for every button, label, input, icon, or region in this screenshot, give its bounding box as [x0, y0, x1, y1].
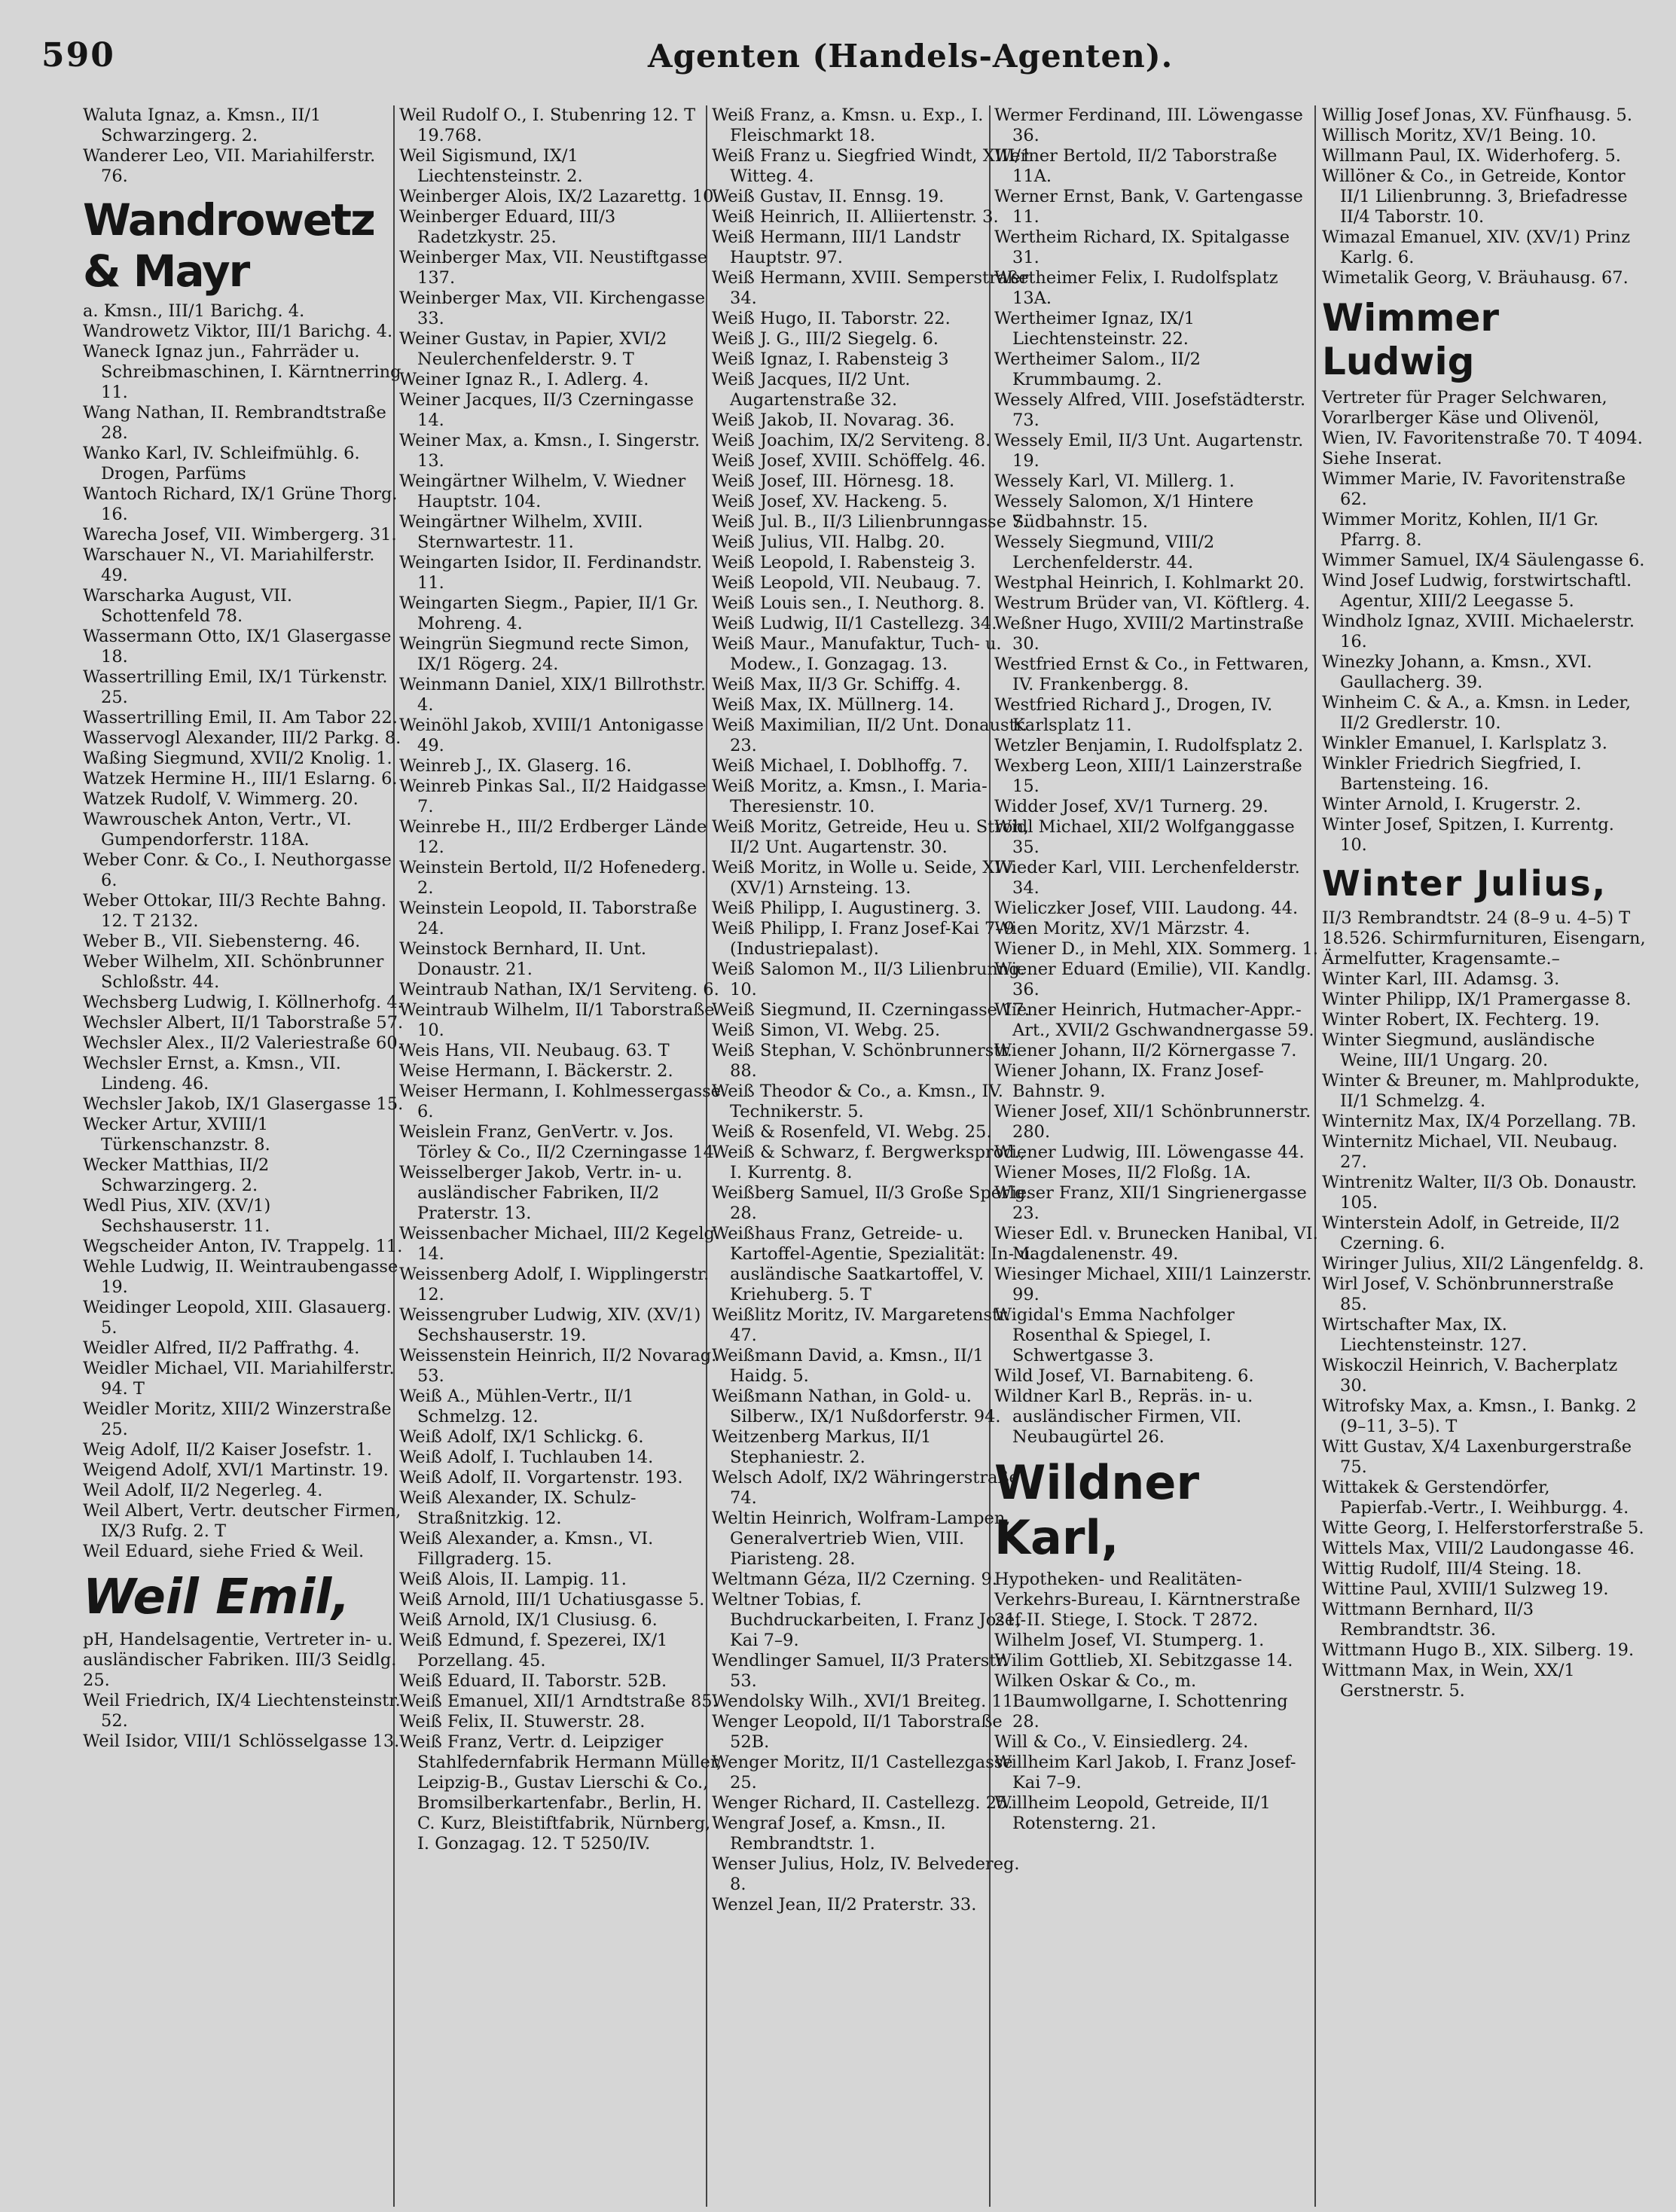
directory-entry: Weber Wilhelm, XII. Schönbrunner Schloßstr. 44.: [83, 952, 384, 992]
directory-entry: Wiesinger Michael, XIII/1 Lainzerstr. 99.: [994, 1265, 1312, 1304]
directory-entry: Weil Friedrich, IX/4 Liechtensteinstr. 52.: [83, 1691, 401, 1731]
directory-entry: Wimmer Moritz, Kohlen, II/1 Gr. Pfarrg. 8.: [1322, 510, 1599, 550]
directory-entry: Wessely Alfred, VIII. Josefstädterstr. 73.: [994, 390, 1306, 430]
directory-entry: Willisch Moritz, XV/1 Being. 10.: [1322, 126, 1597, 145]
directory-entry: Weiß J. G., III/2 Siegelg. 6.: [712, 329, 939, 349]
directory-entry: Wimmer Marie, IV. Favoritenstraße 62.: [1322, 469, 1626, 509]
directory-entry: Weiß & Schwarz, f. Bergwerksprod., I. Kurrentg. 8.: [712, 1143, 1026, 1182]
directory-entry: Weber Ottokar, III/3 Rechte Bahng. 12. T 2132.: [83, 891, 387, 931]
directory-entry: Weiß Jacques, II/2 Unt. Augartenstraße 32.: [712, 370, 911, 410]
directory-entry: Wittig Rudolf, III/4 Steing. 18.: [1322, 1559, 1582, 1579]
directory-entry: Wenzel Jean, II/2 Praterstr. 33.: [712, 1895, 977, 1915]
directory-entry: Wirl Josef, V. Schönbrunnerstraße 85.: [1322, 1274, 1614, 1314]
directory-entry: Weiß Heinrich, II. Alliiertenstr. 3.: [712, 207, 999, 227]
directory-entry: Weingarten Isidor, II. Ferdinandstr. 11.: [399, 553, 702, 593]
directory-entry: Wetzler Benjamin, I. Rudolfsplatz 2.: [994, 736, 1304, 755]
directory-entry: Weiner Gustav, in Papier, XVI/2 Neulerchenfelderstr. 9. T: [399, 329, 667, 369]
directory-entry: Weißhaus Franz, Getreide- u. Kartoffel-Agentie, Spezialität: In- u. ausländische Saatkartoffel, V. Kriehuberg. 5. T: [712, 1224, 1036, 1304]
directory-entry: Widl Michael, XII/2 Wolfganggasse 35.: [994, 817, 1295, 857]
directory-entry: Winkler Emanuel, I. Karlsplatz 3.: [1322, 734, 1607, 753]
directory-entry: Weissenberg Adolf, I. Wipplingerstr. 12.: [399, 1265, 710, 1304]
advertisement-text: II/3 Rembrandtstr. 24 (8–9 u. 4–5) T 18.526. Schirmfurnituren, Eisengarn, Ärmelfutter, Kragensamte.–: [1322, 908, 1646, 969]
directory-entry: Wedl Pius, XIV. (XV/1) Sechshauserstr. 11.: [83, 1196, 271, 1236]
directory-entry: Wiener Eduard (Emilie), VII. Kandlg. 36.: [994, 960, 1311, 999]
directory-entry: Weigend Adolf, XVI/1 Martinstr. 19.: [83, 1460, 389, 1480]
directory-entry: Wechsler Jakob, IX/1 Glasergasse 15.: [83, 1094, 404, 1114]
directory-entry: Wirtschafter Max, IX. Liechtensteinstr. 127.: [1322, 1315, 1528, 1355]
directory-entry: Weintraub Wilhelm, II/1 Taborstraße 10.: [399, 1000, 715, 1040]
directory-entry: Weißlitz Moritz, IV. Margaretenstr. 47.: [712, 1305, 1011, 1345]
directory-entry: Weiß Josef, III. Hörnesg. 18.: [712, 471, 954, 491]
directory-entry: Willheim Leopold, Getreide, II/1 Rotensterng. 21.: [994, 1793, 1271, 1833]
entry-list: [83, 105, 407, 187]
directory-entry: Weil Isidor, VIII/1 Schlösselgasse 13.: [83, 1731, 400, 1751]
directory-entry: Weißberg Samuel, II/3 Große Sperlg. 28.: [712, 1183, 1031, 1223]
directory-entry: Weiß Adolf, IX/1 Schlickg. 6.: [399, 1427, 644, 1447]
column-3: [712, 105, 1036, 1915]
directory-entry: Weiß Moritz, a. Kmsn., I. Maria-Theresienstr. 10.: [712, 776, 988, 816]
directory-entry: Weiß Felix, II. Stuwerstr. 28.: [399, 1712, 646, 1731]
directory-entry: Willmann Paul, IX. Widerhoferg. 5.: [1322, 146, 1621, 166]
directory-entry: Witrofsky Max, a. Kmsn., I. Bankg. 2 (9–11, 3–5). T: [1322, 1396, 1637, 1436]
directory-entry: Weiß Moritz, in Wolle u. Seide, XIV. (XV/1) Arnsteing. 13.: [712, 858, 1016, 898]
directory-entry: Weiner Jacques, II/3 Czerningasse 14.: [399, 390, 694, 430]
directory-entry: Winternitz Max, IX/4 Porzellang. 7B.: [1322, 1112, 1637, 1131]
advertisement-heading: Wildner Karl,: [994, 1455, 1200, 1565]
directory-entry: Winkler Friedrich Siegfried, I. Bartensteing. 16.: [1322, 754, 1582, 794]
directory-entry: Wenser Julius, Holz, IV. Belvedereg. 8.: [712, 1854, 1020, 1894]
directory-entry: Watzek Rudolf, V. Wimmerg. 20.: [83, 789, 359, 809]
page-number: 590: [41, 36, 115, 75]
directory-entry: Wendolsky Wilh., XVI/1 Breiteg. 11.: [712, 1692, 1019, 1711]
directory-entry: Wiener Josef, XII/1 Schönbrunnerstr. 280.: [994, 1102, 1311, 1142]
directory-entry: Weiß Arnold, IX/1 Clusiusg. 6.: [399, 1610, 658, 1630]
directory-entry: Werner Ernst, Bank, V. Gartengasse 11.: [994, 187, 1303, 227]
directory-entry: Weiß Moritz, Getreide, Heu u. Stroh, II/2 Unt. Augartenstr. 30.: [712, 817, 1030, 857]
directory-entry: Weiß Alexander, IX. Schulz-Straßnitzkig. 12.: [399, 1488, 637, 1528]
directory-entry: Weiß Hermann, III/1 Landstr Hauptstr. 97.: [712, 227, 961, 267]
directory-entry: Weil Albert, Vertr. deutscher Firmen, IX/3 Rufg. 2. T: [83, 1501, 401, 1541]
directory-entry: Weinberger Eduard, III/3 Radetzkystr. 25.: [399, 207, 616, 247]
directory-entry: Weiß & Rosenfeld, VI. Webg. 25.: [712, 1122, 992, 1142]
directory-entry: Weiß Philipp, I. Augustinerg. 3.: [712, 899, 981, 918]
directory-entry: Witt Gustav, X/4 Laxenburgerstraße 75.: [1322, 1437, 1632, 1477]
directory-entry: Weiß Theodor & Co., a. Kmsn., IV. Technikerstr. 5.: [712, 1082, 1003, 1121]
directory-entry: Wechsler Alex., II/2 Valeriestraße 60.: [83, 1033, 403, 1053]
directory-entry: Weinreb J., IX. Glaserg. 16.: [399, 756, 632, 776]
directory-entry: Weinberger Max, VII. Kirchengasse 33.: [399, 288, 706, 328]
directory-entry: Westrum Brüder van, VI. Köftlerg. 4.: [994, 593, 1311, 613]
entry-list: [1322, 969, 1646, 1701]
directory-entry: Warschauer N., VI. Mariahilferstr. 49.: [83, 545, 375, 585]
directory-entry: Wandrowetz Viktor, III/1 Barichg. 4.: [83, 322, 393, 341]
directory-entry: Weißmann David, a. Kmsn., II/1 Haidg. 5.: [712, 1346, 984, 1386]
directory-entry: Widder Josef, XV/1 Turnerg. 29.: [994, 797, 1268, 816]
directory-entry: Wanderer Leo, VII. Mariahilferstr. 76.: [83, 146, 376, 186]
directory-entry: Weinberger Alois, IX/2 Lazarettg. 10.: [399, 187, 719, 206]
entry-list: [712, 105, 1036, 1915]
entry-list: [83, 322, 407, 1562]
directory-entry: Wild Josef, VI. Barnabiteng. 6.: [994, 1366, 1254, 1386]
advertisement-heading: Weil Emil,: [83, 1570, 350, 1625]
directory-entry: Westfried Ernst & Co., in Fettwaren, IV. Frankenbergg. 8.: [994, 654, 1309, 694]
directory-entry: Windholz Ignaz, XVIII. Michaelerstr. 16.: [1322, 612, 1635, 651]
directory-entry: Wendlinger Samuel, II/3 Praterstr. 53.: [712, 1651, 1008, 1691]
directory-entry: Weil Sigismund, IX/1 Liechtensteinstr. 2.: [399, 146, 583, 186]
directory-entry: Weis Hans, VII. Neubaug. 63. T: [399, 1041, 670, 1060]
directory-entry: Wimetalik Georg, V. Bräuhausg. 67.: [1322, 268, 1629, 288]
directory-entry: Westfried Richard J., Drogen, IV. Karlsplatz 11.: [994, 695, 1273, 735]
directory-entry: Wittine Paul, XVIII/1 Sulzweg 19.: [1322, 1579, 1609, 1599]
directory-entry: Weiß Maximilian, II/2 Unt. Donaustr. 23.: [712, 715, 1028, 755]
entry-list: [994, 105, 1318, 1448]
directory-entry: Wenger Richard, II. Castellezg. 25.: [712, 1793, 1013, 1813]
directory-entry: Wechsler Albert, II/1 Taborstraße 57.: [83, 1013, 404, 1033]
directory-entry: Wiener Ludwig, III. Löwengasse 44.: [994, 1143, 1305, 1162]
directory-entry: Wimmer Samuel, IX/4 Säulengasse 6.: [1322, 551, 1645, 570]
directory-entry: Wassertrilling Emil, II. Am Tabor 22.: [83, 708, 398, 728]
directory-entry: Weidler Michael, VII. Mariahilferstr. 94. T: [83, 1359, 395, 1399]
directory-entry: Wegscheider Anton, IV. Trappelg. 11.: [83, 1237, 403, 1256]
directory-entry: Weiß Emanuel, XII/1 Arndtstraße 85.: [399, 1692, 718, 1711]
directory-entry: Weltmann Géza, II/2 Czerning. 9.: [712, 1570, 997, 1589]
directory-entry: Wenger Leopold, II/1 Taborstraße 52B.: [712, 1712, 1003, 1752]
directory-entry: Willöner & Co., in Getreide, Kontor II/1 Lilienbrunng. 3, Briefadresse II/4 Taborstr. 10.: [1322, 166, 1628, 227]
directory-entry: Wiener Heinrich, Hutmacher-Appr.-Art., XVII/2 Gschwandnergasse 59.: [994, 1000, 1314, 1040]
directory-entry: Weissengruber Ludwig, XIV. (XV/1) Sechshauserstr. 19.: [399, 1305, 701, 1345]
directory-entry: Weinberger Max, VII. Neustiftgasse 137.: [399, 248, 708, 288]
directory-entry: Wessely Karl, VI. Millerg. 1.: [994, 471, 1235, 491]
entry-list: [1322, 469, 1646, 856]
directory-entry: Weiß Eduard, II. Taborstr. 52B.: [399, 1671, 667, 1691]
directory-entry: Weissenstein Heinrich, II/2 Novarag. 53.: [399, 1346, 717, 1386]
directory-entry: Weingärtner Wilhelm, V. Wiedner Hauptstr. 104.: [399, 471, 686, 511]
directory-entry: Weiß Julius, VII. Halbg. 20.: [712, 532, 945, 552]
directory-entry: Weinstein Bertold, II/2 Hofenederg. 2.: [399, 858, 707, 898]
directory-entry: Weiner Ignaz R., I. Adlerg. 4.: [399, 370, 649, 389]
directory-entry: Weiß Alois, II. Lampig. 11.: [399, 1570, 627, 1589]
directory-entry: Waneck Ignaz jun., Fahrräder u. Schreibmaschinen, I. Kärntnerring 11.: [83, 342, 401, 402]
directory-entry: Weingarten Siegm., Papier, II/1 Gr. Mohreng. 4.: [399, 593, 699, 633]
directory-entry: Wehle Ludwig, II. Weintraubengasse 19.: [83, 1257, 398, 1297]
directory-entry: Wawrouschek Anton, Vertr., VI. Gumpendorferstr. 118A.: [83, 810, 352, 850]
directory-entry: Wiskoczil Heinrich, V. Bacherplatz 30.: [1322, 1356, 1618, 1396]
directory-entry: Weiß Alexander, a. Kmsn., VI. Fillgraderg. 15.: [399, 1529, 654, 1569]
directory-entry: Weiß Philipp, I. Franz Josef-Kai 7–9 (Industriepalast).: [712, 919, 1015, 959]
directory-entry: Winezky Johann, a. Kmsn., XVI. Gaullacherg. 39.: [1322, 652, 1592, 692]
page-header: [0, 21, 1676, 104]
directory-entry: Wigidal's Emma Nachfolger Rosenthal & Spiegel, I. Schwertgasse 3.: [994, 1305, 1235, 1365]
column-1: [83, 105, 407, 1752]
directory-entry: Warscharka August, VII. Schottenfeld 78.: [83, 586, 293, 626]
directory-entry: Weisselberger Jakob, Vertr. in- u. ausländischer Fabriken, II/2 Praterstr. 13.: [399, 1163, 682, 1223]
page-title: Agenten (Handels-Agenten).: [648, 38, 1174, 75]
advertisement-heading: Wandrowetz & Mayr: [83, 194, 374, 297]
directory-entry: Weil Rudolf O., I. Stubenring 12. T 19.768.: [399, 105, 696, 145]
directory-entry: Weltin Heinrich, Wolfram-Lampen, Generalvertrieb Wien, VIII. Piaristeng. 28.: [712, 1509, 1011, 1569]
entry-list: [399, 105, 723, 1854]
directory-entry: Weinmann Daniel, XIX/1 Billrothstr. 4.: [399, 675, 707, 715]
directory-entry: Willheim Karl Jakob, I. Franz Josef-Kai 7–9.: [994, 1753, 1296, 1792]
directory-entry: Weitzenberg Markus, II/1 Stephaniestr. 2.: [712, 1427, 932, 1467]
directory-entry: Wermer Ferdinand, III. Löwengasse 36.: [994, 105, 1303, 145]
directory-entry: Wittakek & Gerstendörfer, Papierfab.-Vertr., I. Weihburgg. 4.: [1322, 1478, 1629, 1518]
directory-entry: Wilken Oskar & Co., m. Baumwollgarne, I. Schottenring 28.: [994, 1671, 1288, 1731]
directory-entry: Wildner Karl B., Repräs. in- u. ausländischer Firmen, VII. Neubaugürtel 26.: [994, 1387, 1253, 1447]
directory-entry: Winter Arnold, I. Krugerstr. 2.: [1322, 795, 1581, 814]
directory-entry: Wenger Moritz, II/1 Castellezgasse 25.: [712, 1753, 1013, 1792]
directory-entry: Weiß Stephan, V. Schönbrunnerstr. 88.: [712, 1041, 1012, 1081]
directory-entry: Weiß Adolf, I. Tuchlauben 14.: [399, 1448, 654, 1467]
directory-entry: Weinstein Leopold, II. Taborstraße 24.: [399, 899, 698, 938]
directory-entry: Warecha Josef, VII. Wimbergerg. 31.: [83, 525, 397, 545]
entry-list: [1322, 105, 1646, 288]
directory-entry: Weintraub Nathan, IX/1 Serviteng. 6.: [399, 980, 719, 999]
directory-entry: Wexberg Leon, XIII/1 Lainzerstraße 15.: [994, 756, 1302, 796]
directory-entry: Winter Josef, Spitzen, I. Kurrentg. 10.: [1322, 815, 1614, 855]
directory-entry: Winterstein Adolf, in Getreide, II/2 Czerning. 6.: [1322, 1213, 1620, 1253]
directory-entry: Wertheim Richard, IX. Spitalgasse 31.: [994, 227, 1290, 267]
directory-entry: Weiß Louis sen., I. Neuthorg. 8.: [712, 593, 985, 613]
directory-entry: Wieliczker Josef, VIII. Laudong. 44.: [994, 899, 1299, 918]
directory-entry: Wessely Salomon, X/1 Hintere Südbahnstr. 15.: [994, 492, 1254, 532]
directory-entry: Witte Georg, I. Helferstorferstraße 5.: [1322, 1518, 1644, 1538]
directory-entry: Wassertrilling Emil, IX/1 Türkenstr. 25.: [83, 667, 388, 707]
directory-entry: Winter Siegmund, ausländische Weine, III/1 Ungarg. 20.: [1322, 1030, 1595, 1070]
directory-entry: Weiß Ignaz, I. Rabensteig 3: [712, 349, 949, 369]
advertisement-text: a. Kmsn., III/1 Barichg. 4.: [83, 301, 305, 321]
directory-entry: Westphal Heinrich, I. Kohlmarkt 20.: [994, 573, 1305, 593]
directory-entry: Wassermann Otto, IX/1 Glasergasse 18.: [83, 627, 392, 667]
column-5: [1322, 105, 1646, 1701]
column-2: [399, 105, 723, 1854]
directory-entry: Weißmann Nathan, in Gold- u. Silberw., IX/1 Nußdorferstr. 94.: [712, 1387, 1001, 1426]
directory-entry: Werner Bertold, II/2 Taborstraße 11A.: [994, 146, 1278, 186]
directory-entry: Waluta Ignaz, a. Kmsn., II/1 Schwarzingerg. 2.: [83, 105, 322, 145]
directory-entry: Winheim C. & A., a. Kmsn. in Leder, II/2 Gredlerstr. 10.: [1322, 693, 1631, 733]
directory-entry: Wittmann Hugo B., XIX. Silberg. 19.: [1322, 1640, 1635, 1660]
directory-entry: Weber Conr. & Co., I. Neuthorgasse 6.: [83, 850, 392, 890]
directory-entry: Weingrün Siegmund recte Simon, IX/1 Rögerg. 24.: [399, 634, 690, 674]
directory-entry: Winter Karl, III. Adamsg. 3.: [1322, 969, 1560, 989]
directory-entry: Weinreb Pinkas Sal., II/2 Haidgasse 7.: [399, 776, 707, 816]
directory-entry: Wang Nathan, II. Rembrandtstraße 28.: [83, 403, 386, 443]
directory-entry: Weiß Franz u. Siegfried Windt, XIII/1 Witteg. 4.: [712, 146, 1032, 186]
directory-entry: Weinstock Bernhard, II. Unt. Donaustr. 21.: [399, 939, 647, 979]
directory-entry: Wasservogl Alexander, III/2 Parkg. 8.: [83, 728, 401, 748]
directory-entry: Weiß Jakob, II. Novarag. 36.: [712, 410, 955, 430]
entry-list: [83, 1691, 407, 1752]
directory-entry: Wieder Karl, VIII. Lerchenfelderstr. 34.: [994, 858, 1300, 898]
directory-entry: Watzek Hermine H., III/1 Eslarng. 6.: [83, 769, 398, 789]
directory-entry: Wertheimer Salom., II/2 Krummbaumg. 2.: [994, 349, 1201, 389]
directory-entry: Wind Josef Ludwig, forstwirtschaftl. Agentur, XIII/2 Leegasse 5.: [1322, 571, 1632, 611]
directory-entry: Weise Hermann, I. Bäckerstr. 2.: [399, 1061, 673, 1081]
directory-entry: Weingärtner Wilhelm, XVIII. Sternwartestr. 11.: [399, 512, 643, 552]
directory-entry: Wiener Johann, IX. Franz Josef-Bahnstr. 9.: [994, 1061, 1264, 1101]
directory-entry: Wieser Edl. v. Brunecken Hanibal, VI. Magdalenenstr. 49.: [994, 1224, 1318, 1264]
directory-entry: Weiß Joachim, IX/2 Serviteng. 8.: [712, 431, 991, 450]
directory-entry: Weiß Franz, Vertr. d. Leipziger Stahlfedernfabrik Hermann Müller, Leipzig-B., Gustav Lierschi & Co., Bromsilberkartenfabr., Berlin, H. C. Kurz, Bleistiftfabrik, Nürnberg, I. Gonzagag. 12. T 5250/IV.: [399, 1732, 722, 1854]
directory-entry: Weiß Salomon M., II/3 Lilienbrunng. 10.: [712, 960, 1025, 999]
directory-entry: Weiser Hermann, I. Kohlmessergasse 6.: [399, 1082, 721, 1121]
directory-entry: Wertheimer Ignaz, IX/1 Liechtensteinstr. 22.: [994, 309, 1195, 349]
advertisement-text: pH, Handelsagentie, Vertreter in- u. ausländischer Fabriken. III/3 Seidlg. 25.: [83, 1630, 397, 1690]
directory-entry: Wecker Artur, XVIII/1 Türkenschanzstr. 8.: [83, 1115, 270, 1155]
directory-entry: Weiß Hermann, XVIII. Semperstraße 34.: [712, 268, 1029, 308]
directory-entry: Weiner Max, a. Kmsn., I. Singerstr. 13.: [399, 431, 701, 471]
directory-entry: Weiß Edmund, f. Spezerei, IX/1 Porzellang. 45.: [399, 1631, 668, 1670]
directory-entry: Weiß Simon, VI. Webg. 25.: [712, 1021, 941, 1040]
directory-entry: Winternitz Michael, VII. Neubaug. 27.: [1322, 1132, 1618, 1172]
directory-entry: Weßner Hugo, XVIII/2 Martinstraße 30.: [994, 614, 1304, 654]
directory-entry: Wieser Franz, XII/1 Singrienergasse 23.: [994, 1183, 1307, 1223]
directory-entry: Weidler Alfred, II/2 Paffrathg. 4.: [83, 1338, 360, 1358]
directory-entry: Weig Adolf, II/2 Kaiser Josefstr. 1.: [83, 1440, 372, 1460]
directory-entry: Weiß Hugo, II. Taborstr. 22.: [712, 309, 951, 328]
directory-entry: Weiß Siegmund, II. Czerningasse 17.: [712, 1000, 1030, 1020]
directory-entry: Wilhelm Josef, VI. Stumperg. 1.: [994, 1631, 1265, 1650]
advertisement-text: Vertreter für Prager Selchwaren, Vorarlberger Käse und Olivenöl, Wien, IV. Favoritenstraße 70. T 4094. Siehe Inserat.: [1322, 388, 1643, 468]
directory-entry: Weiß Jul. B., II/3 Lilienbrunngasse 7.: [712, 512, 1028, 532]
directory-entry: Weiß Max, II/3 Gr. Schiffg. 4.: [712, 675, 961, 694]
directory-entry: Weil Adolf, II/2 Negerleg. 4.: [83, 1481, 323, 1500]
directory-entry: Weiß Adolf, II. Vorgartenstr. 193.: [399, 1468, 683, 1487]
directory-entry: Weiß Leopold, VII. Neubaug. 7.: [712, 573, 981, 593]
directory-entry: Wimazal Emanuel, XIV. (XV/1) Prinz Karlg. 6.: [1322, 227, 1631, 267]
directory-entry: Wechsler Ernst, a. Kmsn., VII. Lindeng. 46.: [83, 1054, 341, 1094]
advertisement-heading: Winter Julius,: [1322, 863, 1607, 904]
directory-entry: Weiß Ludwig, II/1 Castellezg. 34.: [712, 614, 997, 633]
directory-entry: Weltner Tobias, f. Buchdruckarbeiten, I. Franz Josef-Kai 7–9.: [712, 1590, 1027, 1650]
directory-entry: Weiß Josef, XV. Hackeng. 5.: [712, 492, 948, 511]
directory-entry: Wechsberg Ludwig, I. Köllnerhofg. 4.: [83, 993, 403, 1012]
directory-entry: Weiß Maur., Manufaktur, Tuch- u. Modew., I. Gonzagag. 13.: [712, 634, 1002, 674]
directory-entry: Weidinger Leopold, XIII. Glasauerg. 5.: [83, 1298, 392, 1338]
advertisement-heading: Wimmer Ludwig: [1322, 296, 1500, 383]
directory-entry: Wessely Siegmund, VIII/2 Lerchenfelderstr. 44.: [994, 532, 1215, 572]
directory-entry: Will & Co., V. Einsiedlerg. 24.: [994, 1732, 1249, 1752]
directory-entry: Wanko Karl, IV. Schleifmühlg. 6. Drogen, Parfüms: [83, 444, 360, 484]
column-4: [994, 105, 1318, 1834]
directory-entry: Wiener D., in Mehl, XIX. Sommerg. 1.: [994, 939, 1318, 959]
directory-entry: Weber B., VII. Siebensterng. 46.: [83, 932, 361, 951]
directory-entry: Winter & Breuner, m. Mahlprodukte, II/1 Schmelzg. 4.: [1322, 1071, 1640, 1111]
directory-entry: Weiß Josef, XVIII. Schöffelg. 46.: [712, 451, 986, 471]
directory-entry: Weissenbacher Michael, III/2 Kegelg. 14.: [399, 1224, 721, 1264]
directory-entry: Wilim Gottlieb, XI. Sebitzgasse 14.: [994, 1651, 1293, 1670]
directory-entry: Weinrebe H., III/2 Erdberger Lände 12.: [399, 817, 707, 857]
directory-entry: Wiringer Julius, XII/2 Längenfeldg. 8.: [1322, 1254, 1644, 1274]
directory-entry: Weidler Moritz, XIII/2 Winzerstraße 25.: [83, 1399, 392, 1439]
directory-entry: Wecker Matthias, II/2 Schwarzingerg. 2.: [83, 1155, 270, 1195]
directory-entry: Weiß Max, IX. Müllnerg. 14.: [712, 695, 954, 715]
directory-entry: Wantoch Richard, IX/1 Grüne Thorg. 16.: [83, 484, 398, 524]
directory-entry: Wittels Max, VIII/2 Laudongasse 46.: [1322, 1539, 1635, 1558]
directory-entry: Weiß Arnold, III/1 Uchatiusgasse 5.: [399, 1590, 705, 1609]
directory-entry: Weiß Franz, a. Kmsn. u. Exp., I. Fleischmarkt 18.: [712, 105, 984, 145]
directory-entry: Wittmann Max, in Wein, XX/1 Gerstnerstr. 5.: [1322, 1661, 1575, 1701]
directory-entry: Wessely Emil, II/3 Unt. Augartenstr. 19.: [994, 431, 1304, 471]
directory-entry: Waßing Siegmund, XVII/2 Knolig. 1.: [83, 749, 392, 768]
directory-entry: Willig Josef Jonas, XV. Fünfhausg. 5.: [1322, 105, 1632, 125]
directory-entry: Wengraf Josef, a. Kmsn., II. Rembrandtstr. 1.: [712, 1814, 946, 1854]
entry-list: [994, 1631, 1318, 1834]
directory-entry: Weil Eduard, siehe Fried & Weil.: [83, 1542, 365, 1561]
directory-entry: Wertheimer Felix, I. Rudolfsplatz 13A.: [994, 268, 1278, 308]
directory-entry: Weiß A., Mühlen-Vertr., II/1 Schmelzg. 12.: [399, 1387, 634, 1426]
directory-entry: Weislein Franz, GenVertr. v. Jos. Törley & Co., II/2 Czerningasse 14.: [399, 1122, 720, 1162]
directory-entry: Wittmann Bernhard, II/3 Rembrandtstr. 36.: [1322, 1600, 1534, 1640]
directory-entry: Wintrenitz Walter, II/3 Ob. Donaustr. 105.: [1322, 1173, 1637, 1213]
directory-entry: Wiener Moses, II/2 Floßg. 1A.: [994, 1163, 1251, 1182]
directory-entry: Weiß Leopold, I. Rabensteig 3.: [712, 553, 976, 572]
directory-entry: Welsch Adolf, IX/2 Währingerstraße 74.: [712, 1468, 1019, 1508]
directory-entry: Winter Robert, IX. Fechterg. 19.: [1322, 1010, 1600, 1030]
directory-entry: Winter Philipp, IX/1 Pramergasse 8.: [1322, 990, 1632, 1009]
directory-entry: Wien Moritz, XV/1 Märzstr. 4.: [994, 919, 1250, 938]
directory-entry: Weiß Gustav, II. Ennsg. 19.: [712, 187, 945, 206]
directory-entry: Weinöhl Jakob, XVIII/1 Antonigasse 49.: [399, 715, 704, 755]
directory-entry: Weiß Michael, I. Doblhoffg. 7.: [712, 756, 969, 776]
advertisement-text: Hypotheken- und Realitäten-Verkehrs-Bureau, I. Kärntnerstraße 21, II. Stiege, I. Stock. T 2872.: [994, 1570, 1301, 1630]
directory-entry: Wiener Johann, II/2 Körnergasse 7.: [994, 1041, 1297, 1060]
